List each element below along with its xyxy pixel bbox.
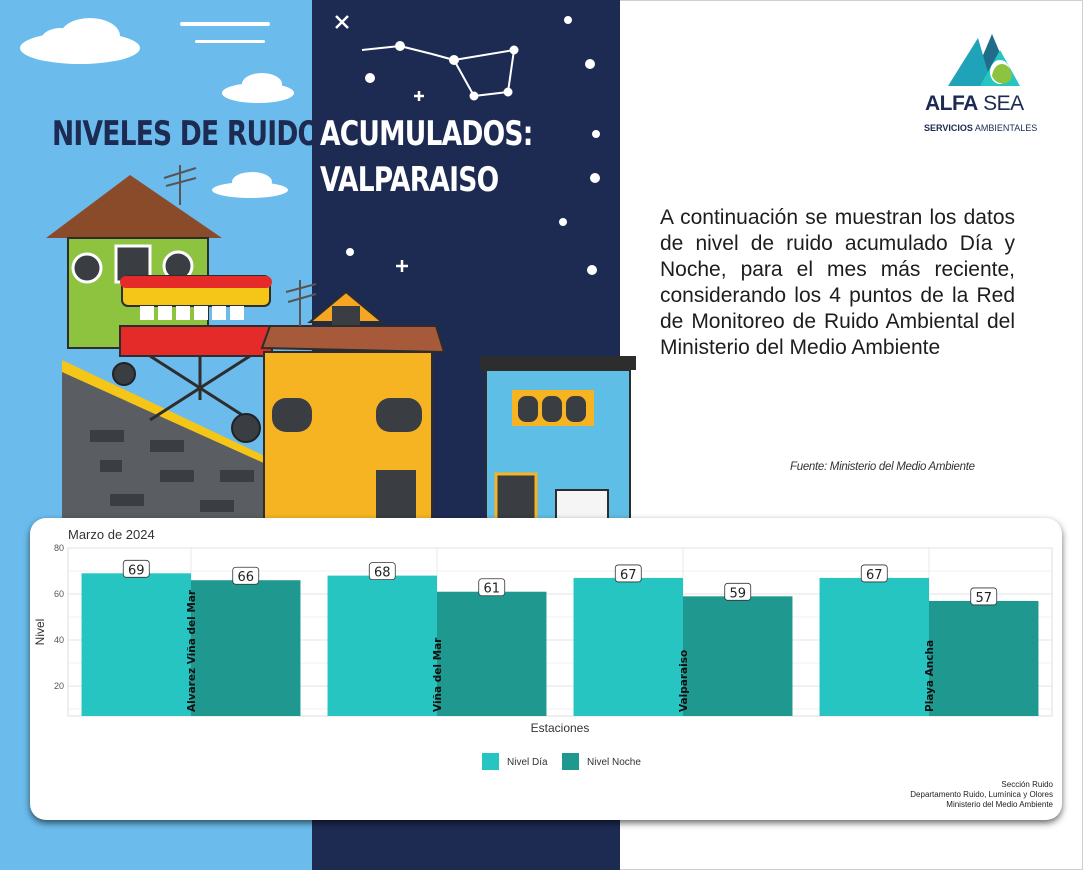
- bar: [574, 578, 683, 716]
- cloud-icon: [212, 172, 288, 198]
- valparaiso-illustration: [0, 0, 640, 520]
- y-tick-label: 60: [53, 589, 64, 600]
- x-tick-label: Viña del Mar: [432, 637, 444, 712]
- x-tick-label: Alvarez Viña del Mar: [186, 589, 198, 712]
- cloud-icon: [222, 73, 294, 103]
- page-title-part2: ACUMULADOS:: [320, 114, 533, 154]
- bar: [82, 573, 191, 716]
- data-label: 57: [975, 590, 993, 606]
- y-tick-label: 80: [53, 543, 64, 553]
- legend-label: Nivel Noche: [587, 757, 641, 768]
- y-tick-label: 40: [53, 635, 64, 646]
- page-title-part1: NIVELES DE RUIDO: [52, 114, 320, 154]
- chart-card: [30, 518, 1062, 820]
- data-label: 61: [483, 581, 501, 597]
- bar: [683, 596, 792, 716]
- y-tick-label: 20: [53, 681, 64, 692]
- data-label: 67: [619, 567, 637, 583]
- footer-line: Departamento Ruido, Lumínica y Olores: [910, 790, 1053, 799]
- y-axis-label: Nivel: [33, 618, 47, 646]
- x-tick-label: Playa Ancha: [924, 639, 936, 712]
- bar: [929, 601, 1038, 716]
- data-label: 59: [729, 586, 747, 602]
- data-label: 68: [373, 565, 391, 581]
- cloud-icon: [20, 18, 140, 64]
- bar: [820, 578, 929, 716]
- legend-swatch: [482, 753, 499, 770]
- x-tick-label: Valparaiso: [678, 649, 690, 712]
- data-label: 69: [127, 563, 145, 579]
- intro-text: A continuación se muestran los datos de nivel de ruido acumulado Día y Noche, para el mes más reciente, considerando los 4 puntos de la Red de Monitoreo de Ruido Ambiental del Ministerio del Medio Ambiente: [660, 206, 1015, 359]
- chart-title: Marzo de 2024: [68, 527, 155, 542]
- bar-chart: [30, 518, 1062, 820]
- bar: [328, 576, 437, 716]
- x-axis-label: Estaciones: [530, 721, 590, 735]
- logo-subtitle: SERVICIOS AMBIENTALES: [924, 123, 1038, 133]
- legend-swatch: [562, 753, 579, 770]
- chart-footer: [910, 780, 1053, 810]
- bar: [437, 592, 546, 716]
- footer-line: Sección Ruido: [1001, 780, 1053, 789]
- logo-name: ALFA SEA: [925, 92, 1024, 115]
- footer-line: Ministerio del Medio Ambiente: [946, 800, 1053, 809]
- bar: [191, 580, 300, 716]
- legend-label: Nivel Día: [507, 757, 548, 768]
- data-label: 66: [237, 570, 255, 586]
- source-note: Fuente: Ministerio del Medio Ambiente: [790, 461, 975, 473]
- data-label: 67: [865, 567, 883, 583]
- cloud-icon: [180, 22, 270, 43]
- page-title-part3: VALPARAISO: [320, 160, 499, 200]
